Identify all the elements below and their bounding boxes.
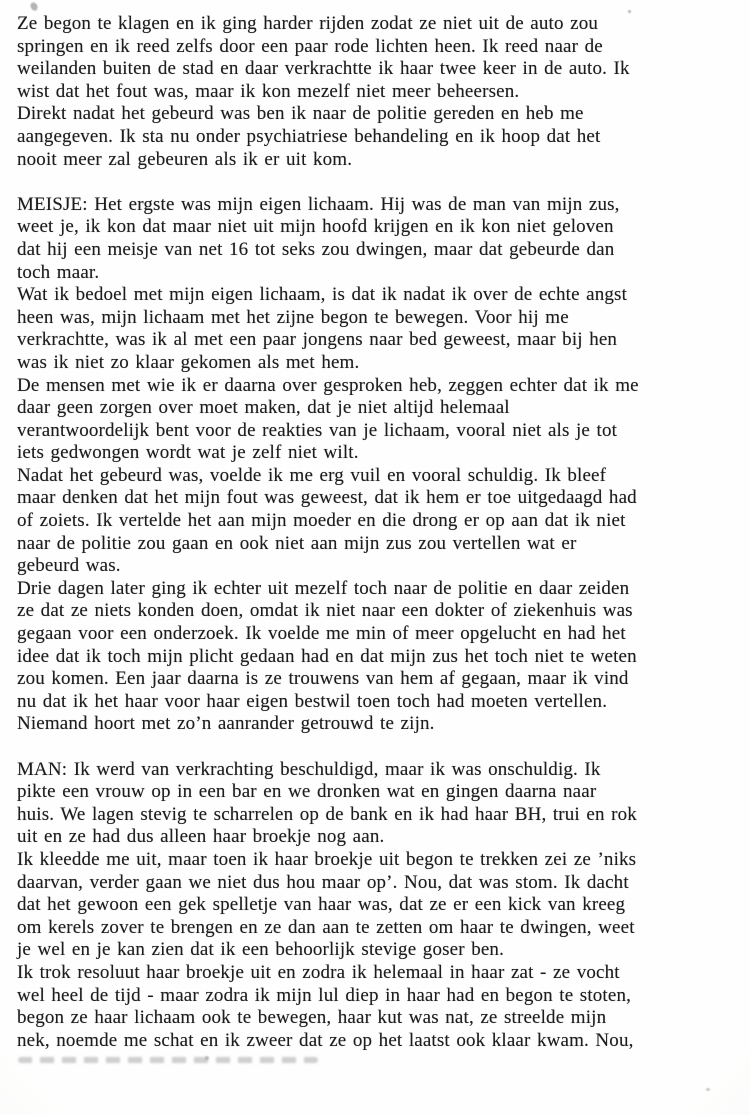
text-line: ze dat ze niets konden doen, omdat ik niet naar een dokter of ziekenhuis was: [17, 600, 633, 622]
text-line: Ze begon te klagen en ik ging harder rijden zodat ze niet uit de auto zou: [17, 13, 598, 34]
text-line: idee dat ik toch mijn plicht gedaan had en dat mijn zus het toch niet te weten: [17, 645, 637, 667]
text-line: Drie dagen later ging ik echter uit mezelf toch naar de politie en daar zeiden: [17, 577, 630, 599]
text-line: Nadat het gebeurd was, voelde ik me erg vuil en vooral schuldig. Ik bleef: [17, 464, 607, 486]
text-line: gebeurd was.: [17, 555, 121, 577]
text-line: je wel en je kan zien dat ik een behoorlijk stevige goser ben.: [17, 939, 504, 961]
text-line: uit en ze had dus alleen haar broekje nog aan.: [17, 826, 385, 848]
text-column: [17, 13, 714, 1052]
text-line: Direkt nadat het gebeurd was ben ik naar de politie gereden en heb me: [17, 103, 584, 125]
paragraph-block-man: [17, 759, 714, 1053]
text-line: gegaan voor een onderzoek. Ik voelde me min of meer opgelucht en had het: [17, 623, 626, 645]
text-line: MAN: Ik werd van verkrachting beschuldigd, maar ik was onschuldig. Ik: [17, 758, 601, 780]
text-line: nu dat ik het haar voor haar eigen bestwil toen toch had moeten vertellen.: [17, 690, 608, 712]
text-line: verkrachtte, was ik al met een paar jongens naar bed geweest, maar bij hen: [17, 329, 618, 351]
text-line: dat het gewoon een gek spelletje van haar was, dat ze er een kick van kreeg: [17, 894, 626, 916]
text-line: wel heel de tijd - maar zodra ik mijn lul diep in haar had en begon te stoten,: [17, 984, 631, 1006]
paragraph-block-meisje: [17, 194, 714, 736]
text-line: pikte een vrouw op in een bar en we dronken wat en gingen daarna naar: [17, 781, 597, 803]
paragraph-block-dader-slot: [17, 13, 714, 171]
text-line: daar geen zorgen over moet maken, dat je niet altijd helemaal: [17, 397, 510, 419]
text-line: of zoiets. Ik vertelde het aan mijn moeder en die drong er op aan dat ik niet: [17, 510, 626, 532]
text-line: naar de politie zou gaan en ook niet aan mijn zus zou vertellen wat er: [17, 532, 577, 554]
text-line: zou komen. Een jaar daarna is ze trouwens van hem af gegaan, maar ik vind: [17, 668, 629, 690]
text-line: daarvan, verder gaan we niet dus hou maar op’. Nou, dat was stom. Ik dacht: [17, 871, 629, 893]
text-line: toch maar.: [17, 261, 100, 283]
text-line: Ik kleedde me uit, maar toen ik haar broekje uit begon te trekken zei ze ’niks: [17, 848, 637, 870]
text-line: iets gedwongen wordt wat je zelf niet wilt.: [17, 442, 359, 464]
text-line: wist dat het fout was, maar ik kon mezelf niet meer beheersen.: [17, 80, 520, 102]
text-line: weet je, ik kon dat maar niet uit mijn hoofd krijgen en ik kon niet geloven: [17, 216, 614, 238]
text-line: Wat ik bedoel met mijn eigen lichaam, is dat ik nadat ik over de echte angst: [17, 284, 628, 306]
text-line: Ik trok resoluut haar broekje uit en zodra ik helemaal in haar zat - ze vocht: [17, 961, 620, 983]
text-line: verantwoordelijk bent voor de reakties van je lichaam, vooral niet als je tot: [17, 419, 618, 441]
text-line: begon ze haar lichaam ook te bewegen, haar kut was nat, ze streelde mijn: [17, 1007, 607, 1029]
text-line: aangegeven. Ik sta nu onder psychiatriese behandeling en ik hoop dat het: [17, 125, 601, 147]
text-line: was ik niet zo klaar gekomen als met hem.: [17, 351, 360, 373]
text-line: heen was, mijn lichaam met het zijne begon te bewegen. Voor hij me: [17, 306, 569, 328]
text-line: nek, noemde me schat en ik zweer dat ze op het laatst ook klaar kwam. Nou,: [17, 1029, 634, 1051]
text-line: om kerels zover te brengen en ze dan aan te zetten om haar te dwingen, weet: [17, 916, 635, 938]
text-line: huis. We lagen stevig te scharrelen op de bank en ik had haar BH, trui en rok: [17, 803, 637, 825]
text-line: springen en ik reed zelfs door een paar rode lichten heen. Ik reed naar de: [17, 35, 603, 57]
text-line: MEISJE: Het ergste was mijn eigen lichaam. Hij was de man van mijn zus,: [17, 193, 620, 215]
text-line: De mensen met wie ik er daarna over gesproken heb, zeggen echter dat ik me: [17, 374, 639, 396]
text-line: weilanden buiten de stad en daar verkrachtte ik haar twee keer in de auto. Ik: [17, 58, 630, 80]
text-line: maar denken dat het mijn fout was geweest, dat ik hem er toe uitgedaagd had: [17, 487, 637, 509]
text-line: nooit meer zal gebeuren als ik er uit kom.: [17, 148, 353, 170]
text-line: Niemand hoort met zo’n aanrander getrouwd te zijn.: [17, 713, 435, 735]
text-line: dat hij een meisje van net 16 tot seks zou dwingen, maar dat gebeurde dan: [17, 238, 615, 260]
